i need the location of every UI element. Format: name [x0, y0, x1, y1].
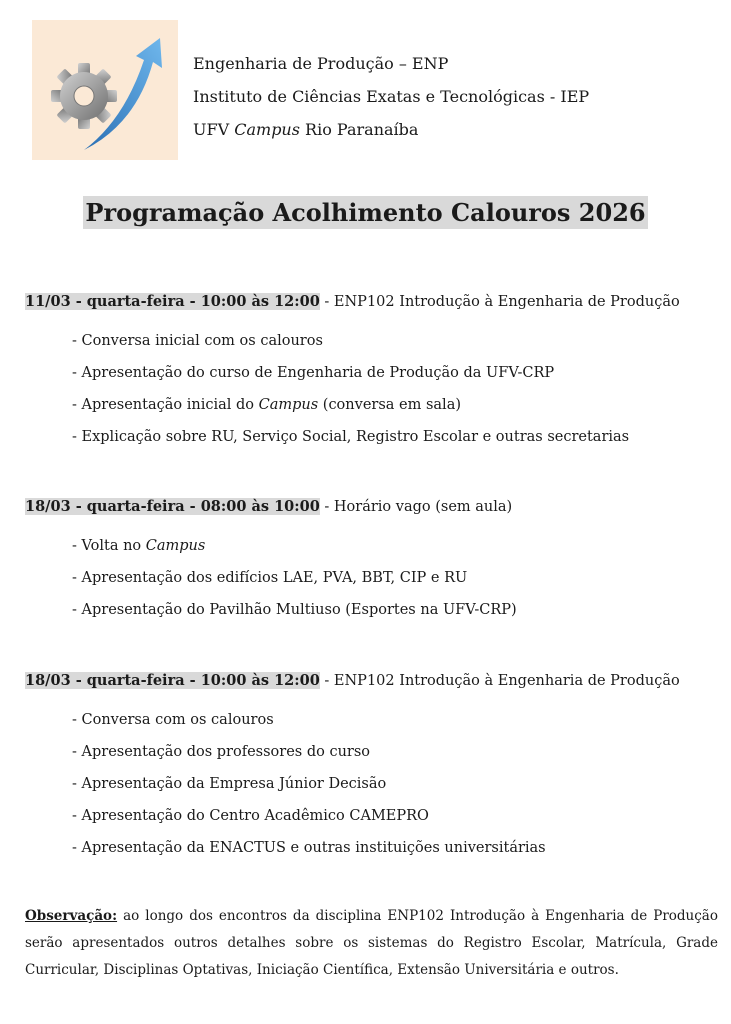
session-datetime: 18/03 - quarta-feira - 10:00 às 12:00: [25, 672, 320, 689]
list-item: - Volta no Campus: [72, 538, 206, 554]
schedule-session: [25, 292, 715, 459]
schedule-session: [25, 671, 715, 870]
list-item: - Apresentação da Empresa Júnior Decisão: [72, 776, 387, 792]
session-datetime: 18/03 - quarta-feira - 08:00 às 10:00: [25, 498, 320, 515]
observation-label: Observação:: [25, 908, 118, 924]
session-heading: [25, 292, 715, 312]
session-heading: [25, 671, 715, 691]
list-item: - Apresentação dos professores do curso: [72, 744, 371, 760]
list-item: - Apresentação inicial do Campus (conversa em sala): [72, 397, 461, 413]
session-description: - ENP102 Introdução à Engenharia de Produção: [319, 294, 680, 310]
logo: [32, 20, 178, 160]
session-datetime: 11/03 - quarta-feira - 10:00 às 12:00: [25, 293, 320, 310]
page-title: Programação Acolhimento Calouros 2026: [85, 198, 646, 227]
list-item: - Apresentação do curso de Engenharia de Produção da UFV-CRP: [72, 365, 555, 381]
schedule-session: [25, 497, 715, 632]
list-item: - Conversa com os calouros: [72, 712, 274, 728]
list-item: - Apresentação da ENACTUS e outras instituições universitárias: [72, 840, 546, 856]
list-item: - Conversa inicial com os calouros: [72, 333, 323, 349]
campus-name: UFV Campus Rio Paranaíba: [193, 120, 419, 139]
observation-text: ao longo dos encontros da disciplina ENP102 Introdução à Engenharia de Produção serão apresentados outros detalhes sobre os sistemas do Registro Escolar, Matrícula, Grade Curricular, Disciplinas Optativas, Iniciação Científica, Extensão Universitária e outros.: [25, 908, 718, 978]
observation-note: [25, 903, 718, 984]
list-item: - Explicação sobre RU, Serviço Social, Registro Escolar e outras secretarias: [72, 429, 630, 445]
department-name: Engenharia de Produção – ENP: [193, 54, 449, 73]
institution-header: [193, 52, 589, 151]
list-item: - Apresentação dos edifícios LAE, PVA, BBT, CIP e RU: [72, 570, 468, 586]
list-item: - Apresentação do Pavilhão Multiuso (Esportes na UFV-CRP): [72, 602, 517, 618]
session-description: - ENP102 Introdução à Engenharia de Produção: [319, 673, 680, 689]
list-item: - Apresentação do Centro Acadêmico CAMEPRO: [72, 808, 429, 824]
session-heading: [25, 497, 715, 517]
gear-with-rising-arrow-icon: [32, 20, 178, 160]
institute-name: Instituto de Ciências Exatas e Tecnológicas - IEP: [193, 87, 590, 106]
session-description: - Horário vago (sem aula): [319, 499, 513, 515]
